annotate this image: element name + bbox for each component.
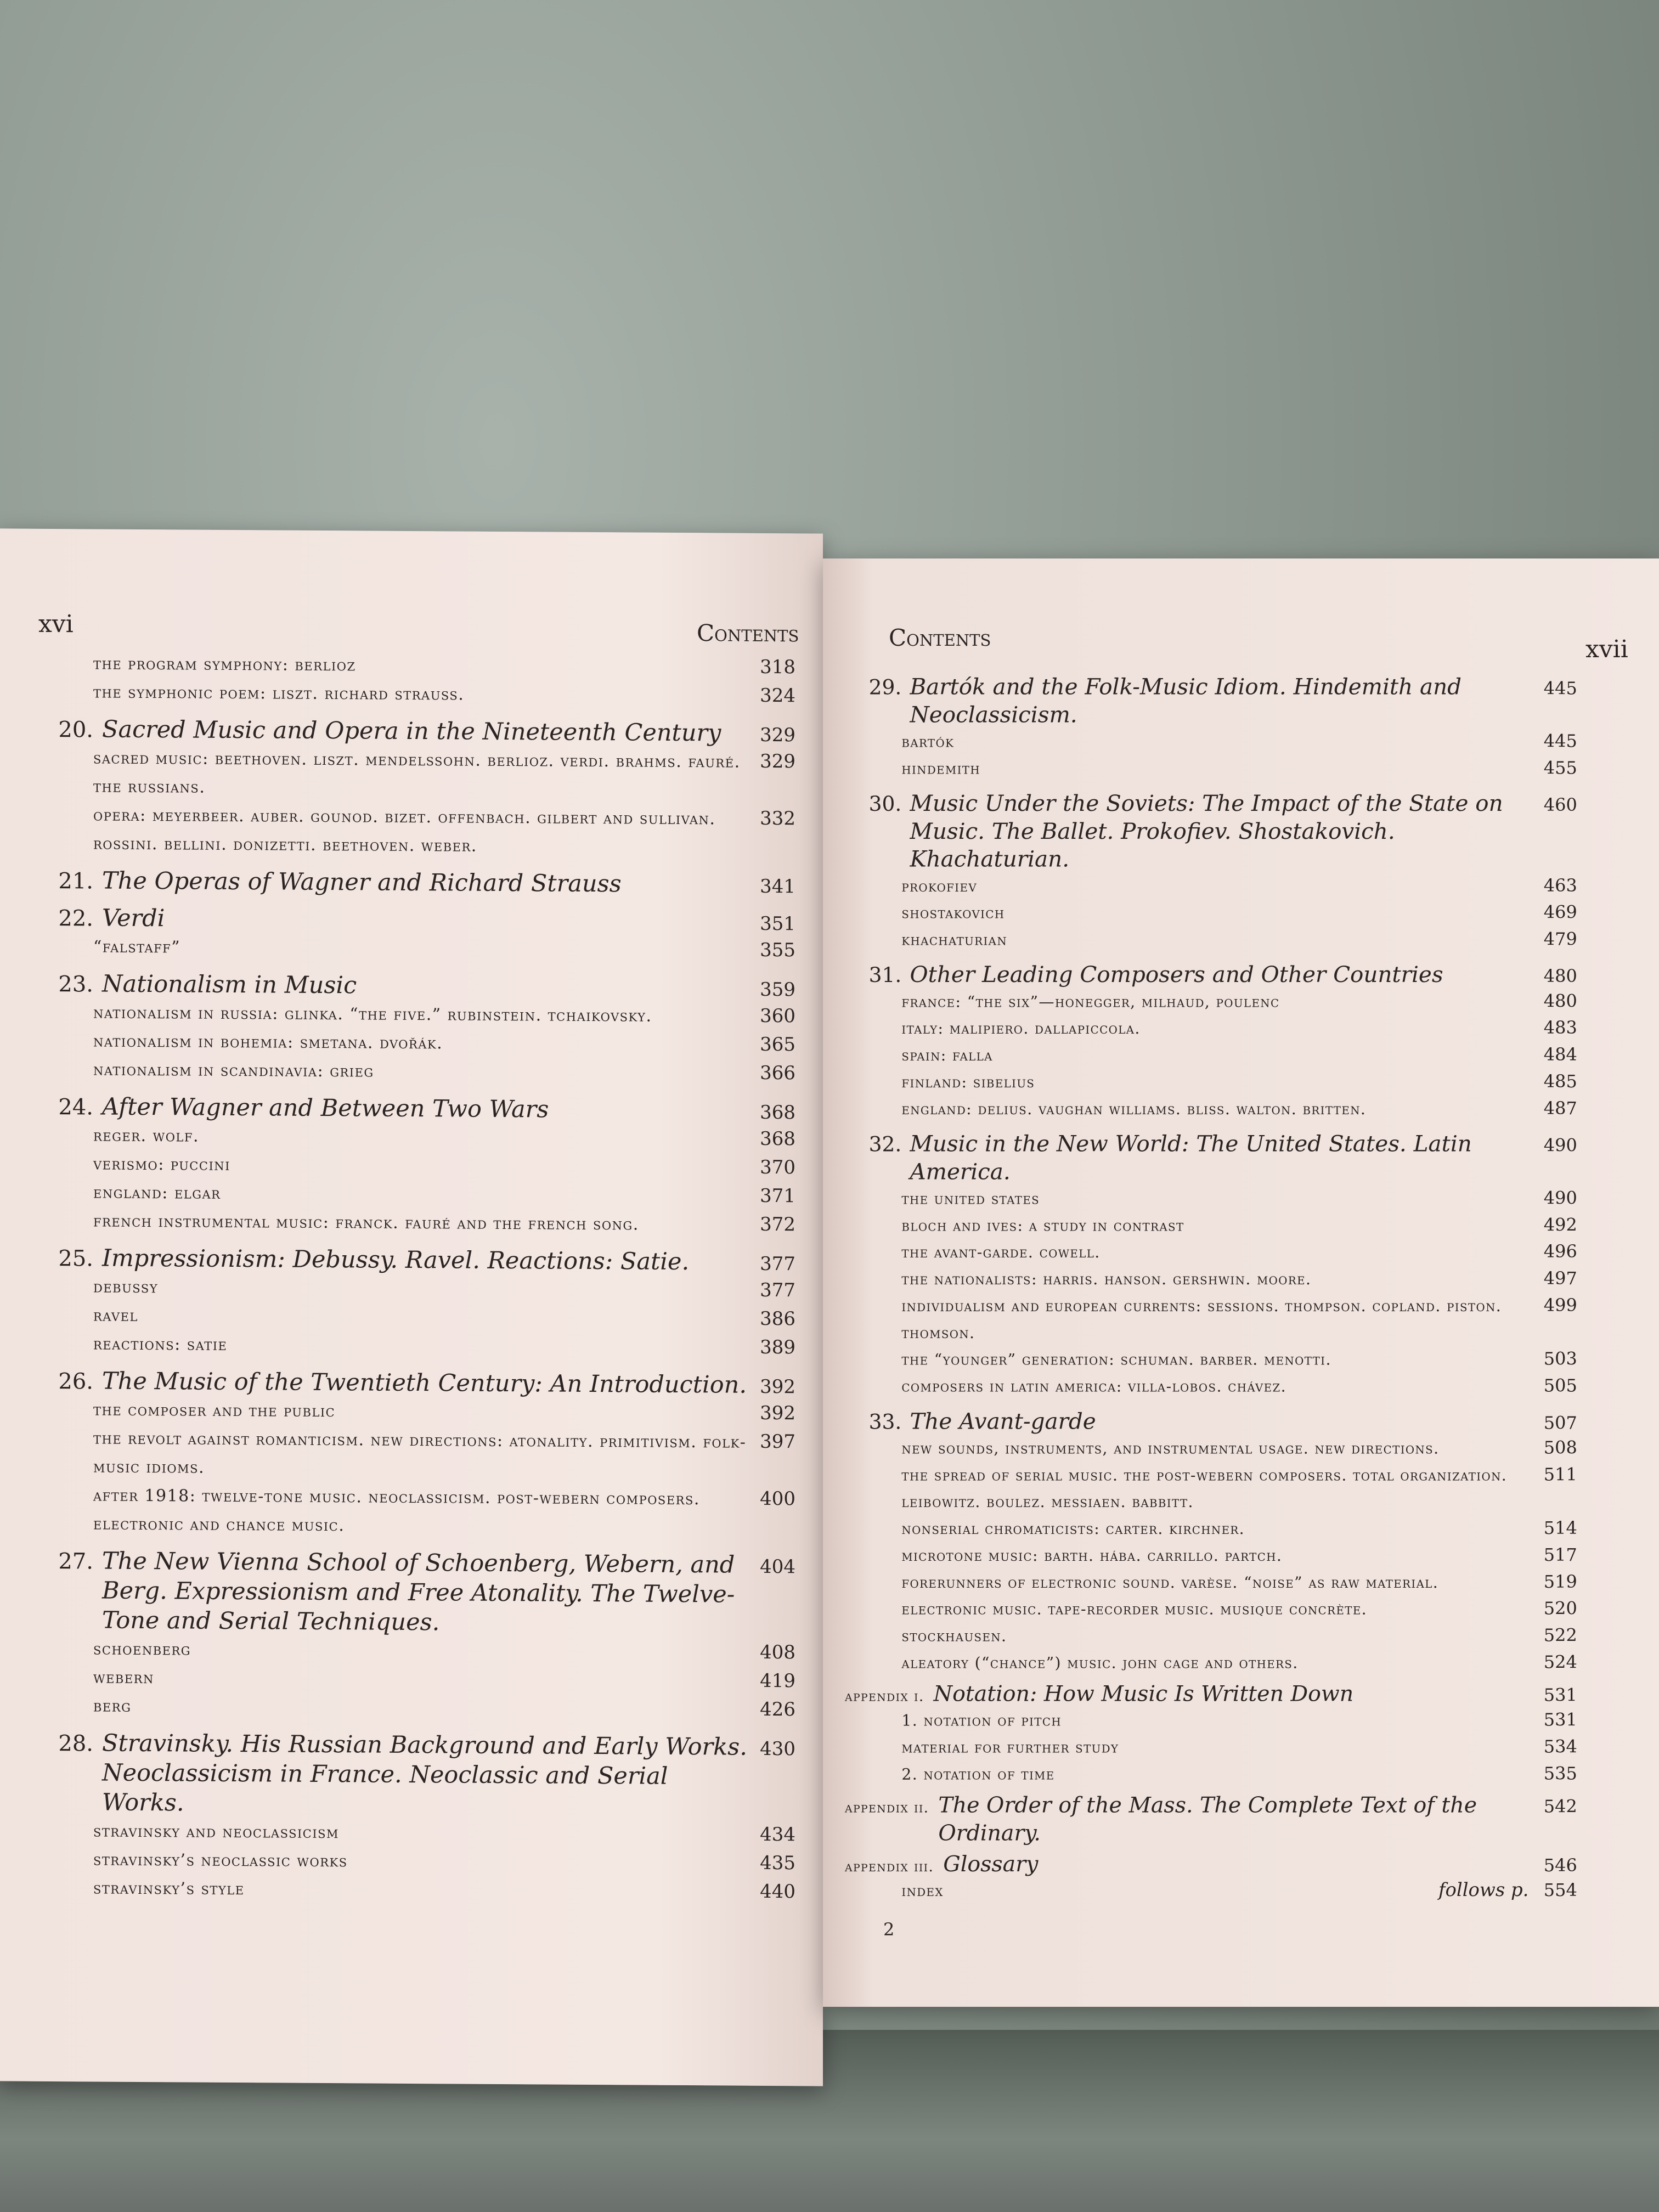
section-entry — [845, 900, 1577, 927]
page-number: 520 — [1543, 1598, 1577, 1620]
section-entry — [845, 1266, 1577, 1293]
section-entry — [845, 1650, 1577, 1677]
section-entry — [33, 1396, 795, 1429]
section-entry — [845, 1239, 1577, 1266]
page-number: 484 — [1543, 1044, 1577, 1065]
entry-title: the spread of serial music. the post-webern composers. total organization. leibowitz. boulez. messiaen. babbitt. — [901, 1466, 1508, 1511]
entry-title: The Operas of Wagner and Richard Strauss — [102, 867, 622, 898]
section-entry — [845, 927, 1577, 954]
chapter-number: 29. — [868, 675, 902, 700]
page-number: 554 — [1543, 1880, 1577, 1901]
section-entry — [845, 1015, 1577, 1042]
section-entry — [845, 1762, 1577, 1788]
entry-title: finland: sibelius — [901, 1073, 1035, 1092]
entry-title: opera: meyerbeer. auber. gounod. bizet. offenbach. gilbert and sullivan. rossini. bellini. donizetti. beethoven. weber. — [93, 805, 716, 856]
entry-title: index — [901, 1882, 944, 1900]
entry-title: Verdi — [102, 904, 165, 933]
page-number: 524 — [1543, 1652, 1577, 1673]
chapter-entry — [845, 790, 1577, 873]
page-number: 480 — [1543, 966, 1577, 987]
section-entry — [33, 998, 795, 1031]
page-number: 318 — [760, 656, 795, 679]
entry-title: the composer and the public — [93, 1400, 336, 1421]
page-number: 392 — [760, 1375, 795, 1398]
entry-title: debussy — [93, 1277, 159, 1297]
left-page — [0, 528, 823, 2086]
appendix-label: appendix iii. — [845, 1858, 934, 1875]
page-number: 531 — [1543, 1685, 1577, 1706]
page-number: 499 — [1543, 1295, 1577, 1316]
entry-title: Music Under the Soviets: The Impact of the State on Music. The Ballet. Prokofiev. Shostakovich. Khachaturian. — [910, 791, 1503, 872]
chapter-number: 28. — [58, 1731, 93, 1757]
chapter-number: 32. — [868, 1132, 902, 1156]
chapter-entry — [845, 961, 1577, 989]
left-folio: xvi — [38, 610, 74, 639]
page-number: 419 — [760, 1669, 795, 1692]
page-number: 531 — [1543, 1709, 1577, 1731]
section-entry — [845, 1878, 1577, 1905]
section-entry — [33, 1424, 795, 1486]
chapter-number: 27. — [58, 1549, 93, 1575]
entry-title: france: “the six”—honegger, milhaud, poulenc — [901, 992, 1280, 1011]
right-toc-list — [845, 666, 1577, 1905]
page-number: 522 — [1543, 1625, 1577, 1646]
section-entry — [33, 1150, 795, 1183]
page-number: 368 — [760, 1127, 795, 1150]
entry-title: prokofiev — [901, 877, 977, 896]
entry-title: individualism and european currents: sessions. thompson. copland. piston. thomson. — [901, 1297, 1502, 1342]
entry-title: the avant-garde. cowell. — [901, 1243, 1101, 1262]
entry-title: aleatory (“chance”) music. john cage and others. — [901, 1654, 1299, 1672]
section-entry — [845, 1623, 1577, 1650]
page-number: 490 — [1543, 1135, 1577, 1156]
page-number: 511 — [1543, 1464, 1577, 1485]
section-entry — [33, 1301, 795, 1334]
chapter-entry — [33, 903, 795, 937]
section-entry — [845, 989, 1577, 1015]
section-entry — [845, 873, 1577, 900]
entry-title: sacred music: beethoven. liszt. mendelssohn. berlioz. verdi. brahms. fauré. the russians. — [93, 748, 741, 797]
entry-title: khachaturian — [901, 931, 1008, 950]
chapter-entry — [33, 1728, 795, 1821]
left-toc-list — [33, 650, 795, 1907]
section-entry — [845, 1042, 1577, 1069]
chapter-number: 31. — [868, 963, 902, 988]
section-entry — [33, 1663, 795, 1696]
appendix-label: appendix i. — [845, 1688, 924, 1705]
page-number: 366 — [760, 1062, 795, 1085]
page-number: 492 — [1543, 1215, 1577, 1235]
page-number: 430 — [760, 1737, 795, 1760]
entry-title: material for further study — [901, 1739, 1119, 1757]
entry-title: nonserial chromaticists: carter. kirchner. — [901, 1520, 1245, 1538]
page-number: 508 — [1543, 1437, 1577, 1458]
page-number: 389 — [760, 1336, 795, 1359]
chapter-entry — [845, 1130, 1577, 1186]
section-entry — [845, 1516, 1577, 1543]
entry-title: french instrumental music: franck. fauré and the french song. — [93, 1211, 639, 1234]
page-number: 386 — [760, 1307, 795, 1330]
section-entry — [33, 1481, 795, 1543]
chapter-number: 23. — [58, 972, 93, 997]
section-entry — [845, 1543, 1577, 1570]
entry-title: forerunners of electronic sound. varèse. “noise” as raw material. — [901, 1573, 1439, 1592]
page-number: 351 — [760, 912, 795, 935]
entry-title: Bartók and the Folk-Music Idiom. Hindemith and Neoclassicism. — [910, 674, 1462, 728]
page-number: 329 — [760, 724, 795, 747]
left-running-head: Contents — [697, 619, 799, 647]
entry-title: the united states — [901, 1190, 1040, 1208]
entry-title: berg — [93, 1696, 132, 1716]
page-number: 341 — [760, 875, 795, 898]
chapter-entry — [845, 1408, 1577, 1436]
section-entry — [845, 756, 1577, 783]
entry-title: Nationalism in Music — [102, 970, 357, 1000]
section-entry — [33, 1056, 795, 1088]
section-entry — [845, 1462, 1577, 1516]
section-entry — [845, 1570, 1577, 1596]
page-number: 546 — [1543, 1855, 1577, 1876]
chapter-entry — [33, 1092, 795, 1126]
entry-title: Other Leading Composers and Other Countries — [910, 962, 1443, 988]
entry-title: Sacred Music and Opera in the Nineteenth Century — [102, 715, 721, 747]
page-number: 445 — [1543, 731, 1577, 752]
right-folio: xvii — [1585, 635, 1628, 663]
page-number: 435 — [760, 1852, 795, 1875]
entry-title: microtone music: barth. hába. carrillo. partch. — [901, 1547, 1283, 1565]
entry-title: the nationalists: harris. hanson. gershwin. moore. — [901, 1270, 1312, 1289]
entry-title: ravel — [93, 1306, 138, 1325]
section-entry — [845, 1096, 1577, 1123]
page-number: 377 — [760, 1279, 795, 1302]
entry-title: nationalism in russia: glinka. “the five.” rubinstein. tchaikovsky. — [93, 1003, 652, 1026]
page-number: 455 — [1543, 758, 1577, 778]
entry-title: “falstaff” — [93, 937, 181, 957]
section-entry — [845, 729, 1577, 756]
section-entry — [845, 1212, 1577, 1239]
page-number: 372 — [760, 1213, 795, 1236]
entry-title: bartók — [901, 733, 955, 752]
entry-title: nationalism in scandinavia: grieg — [93, 1060, 374, 1081]
section-entry — [33, 1330, 795, 1363]
section-entry — [33, 933, 795, 966]
chapter-entry — [33, 1366, 795, 1400]
section-entry — [845, 1186, 1577, 1213]
page-number: 503 — [1543, 1348, 1577, 1370]
chapter-number: 26. — [58, 1369, 93, 1395]
entry-title: stravinsky’s neoclassic works — [93, 1850, 348, 1871]
chapter-entry — [33, 1243, 795, 1277]
right-page — [823, 558, 1659, 2007]
page-number: 397 — [760, 1430, 795, 1453]
page-number: 517 — [1543, 1544, 1577, 1566]
page-number: 497 — [1543, 1268, 1577, 1289]
page-number: 377 — [760, 1252, 795, 1276]
page-number: 355 — [760, 939, 795, 962]
entry-title: The New Vienna School of Schoenberg, Webern, and Berg. Expressionism and Free Atonality. The Twelve-Tone and Serial Techniques. — [102, 1547, 735, 1637]
section-entry — [33, 678, 795, 711]
section-entry — [845, 1069, 1577, 1096]
page-number: 365 — [760, 1033, 795, 1056]
appendix-label: appendix ii. — [845, 1799, 929, 1816]
entry-title: Notation: How Music Is Written Down — [933, 1680, 1354, 1706]
entry-title: Music in the New World: The United States. Latin America. — [910, 1131, 1472, 1185]
page-number: 490 — [1543, 1188, 1577, 1209]
section-entry — [33, 1817, 795, 1850]
page-number: 479 — [1543, 929, 1577, 950]
entry-title: hindemith — [901, 760, 981, 778]
entry-title: bloch and ives: a study in contrast — [901, 1216, 1184, 1235]
entry-title: shostakovich — [901, 904, 1005, 923]
entry-title: reactions: satie — [93, 1334, 228, 1355]
page-number: 440 — [760, 1880, 795, 1903]
section-entry — [845, 1374, 1577, 1401]
section-entry — [33, 744, 795, 805]
appendix-entry — [845, 1850, 1577, 1878]
chapter-entry — [845, 673, 1577, 729]
entry-title: after 1918: twelve-tone music. neoclassicism. post-webern composers. electronic and chance music. — [93, 1486, 700, 1536]
entry-title: italy: malipiero. dallapiccola. — [901, 1019, 1141, 1038]
section-entry — [33, 1207, 795, 1240]
page-number: 535 — [1543, 1763, 1577, 1784]
chapter-entry — [33, 714, 795, 748]
page-number: 480 — [1543, 991, 1577, 1012]
page-number: 404 — [760, 1555, 795, 1578]
entry-title: Impressionism: Debussy. Ravel. Reactions: Satie. — [102, 1244, 690, 1276]
section-entry — [33, 1874, 795, 1907]
entry-title: The Order of the Mass. The Complete Text of the Ordinary. — [938, 1792, 1477, 1846]
section-entry — [33, 1027, 795, 1060]
section-entry — [33, 1121, 795, 1154]
entry-title: schoenberg — [93, 1639, 191, 1660]
page-number: 370 — [760, 1156, 795, 1179]
chapter-number: 21. — [58, 868, 93, 894]
chapter-entry — [33, 969, 795, 1003]
entry-title: nationalism in bohemia: smetana. dvořák. — [93, 1031, 443, 1053]
entry-title: stravinsky’s style — [93, 1878, 245, 1899]
page-number: 534 — [1543, 1736, 1577, 1758]
page-number: 507 — [1543, 1413, 1577, 1434]
entry-title: stravinsky and neoclassicism — [93, 1821, 340, 1843]
chapter-number: 33. — [868, 1410, 902, 1434]
page-number: 519 — [1543, 1571, 1577, 1593]
entry-title: Glossary — [943, 1851, 1039, 1877]
page-number: 505 — [1543, 1375, 1577, 1397]
section-entry — [845, 1596, 1577, 1623]
page-number: 371 — [760, 1184, 795, 1207]
entry-title: Stravinsky. His Russian Background and Early Works. Neoclassicism in France. Neoclassic and Serial Works. — [102, 1729, 747, 1817]
page-number: 359 — [760, 978, 795, 1001]
section-entry — [845, 1735, 1577, 1762]
chapter-entry — [33, 866, 795, 900]
right-running-head: Contents — [889, 624, 991, 651]
entry-title: the symphonic poem: liszt. richard strauss. — [93, 682, 465, 704]
section-entry — [33, 1846, 795, 1878]
entry-title: After Wagner and Between Two Wars — [102, 1093, 549, 1124]
page-number: 460 — [1543, 795, 1577, 816]
entry-title: england: delius. vaughan williams. bliss. walton. britten. — [901, 1100, 1367, 1119]
entry-title: stockhausen. — [901, 1627, 1007, 1646]
page-number: 368 — [760, 1101, 795, 1124]
entry-title: new sounds, instruments, and instrumental usage. new directions. — [901, 1440, 1440, 1458]
entry-title: spain: falla — [901, 1046, 993, 1065]
chapter-number: 25. — [58, 1246, 93, 1272]
entry-title: webern — [93, 1668, 154, 1688]
page-number: 514 — [1543, 1517, 1577, 1539]
page-number: 445 — [1543, 678, 1577, 699]
section-entry — [33, 650, 795, 682]
section-entry — [845, 1435, 1577, 1462]
section-entry — [33, 1178, 795, 1211]
page-number: 483 — [1543, 1018, 1577, 1039]
page-number: 542 — [1543, 1796, 1577, 1818]
page-number: 332 — [760, 807, 795, 830]
chapter-number: 30. — [868, 792, 902, 816]
page-number: 400 — [760, 1487, 795, 1510]
page-number: 487 — [1543, 1098, 1577, 1119]
chapter-entry — [33, 1546, 795, 1639]
page-number: 329 — [760, 750, 795, 773]
entry-title: 2. notation of time — [901, 1765, 1055, 1784]
section-entry — [845, 1708, 1577, 1735]
entry-title: verismo: puccini — [93, 1154, 230, 1175]
entry-title: the “younger” generation: schuman. barber. menotti. — [901, 1351, 1331, 1369]
entry-title: electronic music. tape-recorder music. musique concrète. — [901, 1600, 1368, 1619]
signature-mark: 2 — [883, 1919, 895, 1940]
section-entry — [33, 1692, 795, 1725]
section-entry — [33, 1635, 795, 1668]
page-number: 469 — [1543, 902, 1577, 923]
page-number: 463 — [1543, 875, 1577, 896]
page-number: 426 — [760, 1698, 795, 1721]
appendix-entry — [845, 1791, 1577, 1847]
page-number: 360 — [760, 1005, 795, 1028]
section-entry — [845, 1293, 1577, 1347]
section-entry — [33, 1273, 795, 1306]
section-entry — [33, 801, 795, 862]
entry-title: The Avant-garde — [910, 1408, 1096, 1435]
page-number: 408 — [760, 1641, 795, 1664]
entry-title: the revolt against romanticism. new directions: atonality. primitivism. folk-music idioms. — [93, 1429, 747, 1477]
page-number: 324 — [760, 684, 795, 707]
chapter-number: 24. — [58, 1094, 93, 1120]
entry-title: composers in latin america: villa-lobos. chávez. — [901, 1378, 1287, 1396]
page-number: 434 — [760, 1823, 795, 1846]
page-number: 485 — [1543, 1071, 1577, 1092]
entry-title: the program symphony: berlioz — [93, 654, 356, 675]
chapter-number: 22. — [58, 906, 93, 932]
appendix-entry — [845, 1680, 1577, 1708]
entry-title: england: elgar — [93, 1183, 221, 1203]
entry-title: reger. wolf. — [93, 1126, 199, 1146]
page-prefix: follows p. — [1438, 1879, 1529, 1901]
chapter-number: 20. — [58, 717, 93, 743]
entry-title: The Music of the Twentieth Century: An Introduction. — [102, 1367, 747, 1399]
page-number: 496 — [1543, 1242, 1577, 1262]
page-number: 392 — [760, 1402, 795, 1425]
entry-title: 1. notation of pitch — [901, 1712, 1062, 1730]
section-entry — [845, 1347, 1577, 1374]
